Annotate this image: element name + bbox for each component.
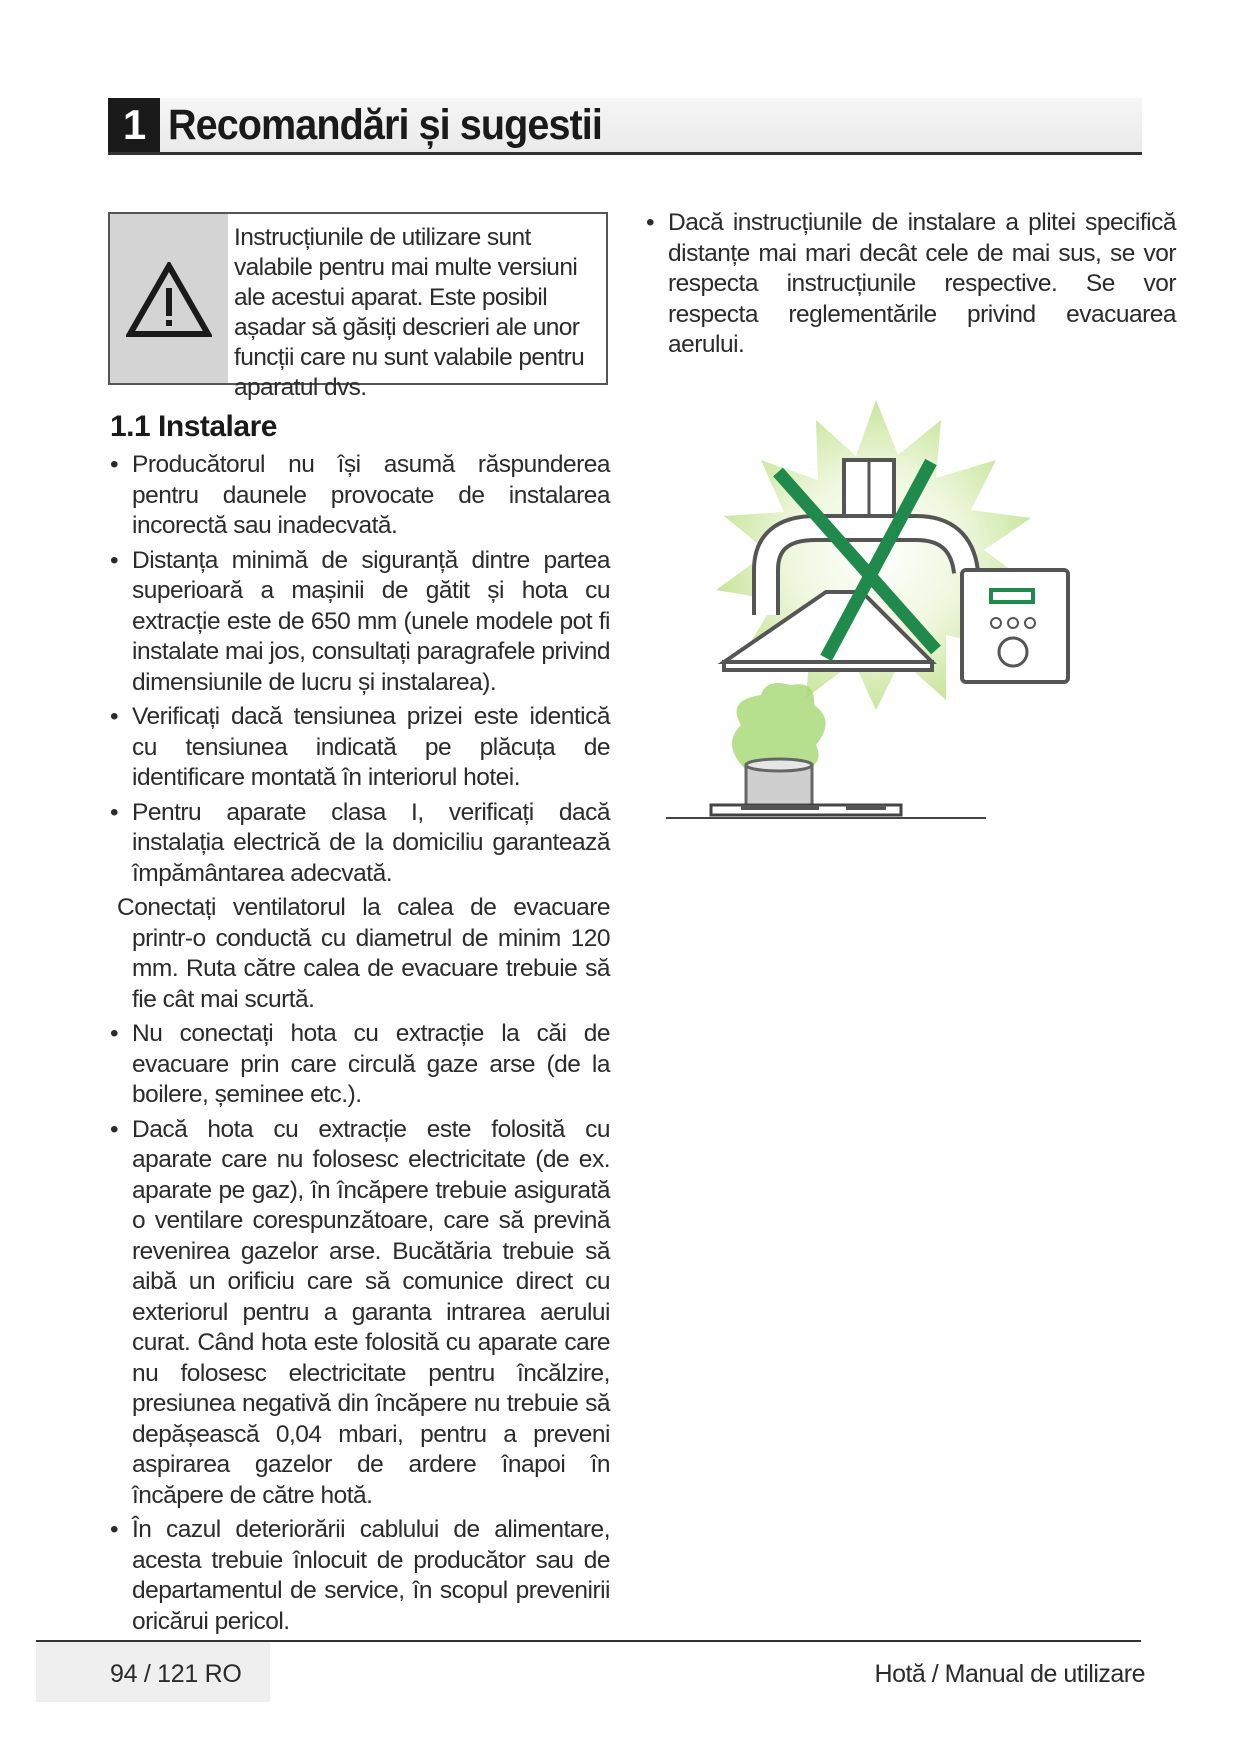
section-title: 1.1 Instalare bbox=[110, 410, 277, 443]
left-column bbox=[110, 450, 610, 1641]
list-paragraph: Conectați ventilatorul la calea de evacuare printr-o conductă cu diametrul de minim 120 mm. Ruta către calea de evacuare trebuie să fie cât mai scurtă. bbox=[117, 894, 610, 1013]
warning-note bbox=[108, 212, 608, 401]
chapter-header bbox=[108, 98, 1142, 155]
list-item: • Dacă instrucțiunile de instalare a plitei specifică distanțe mai mari decât cele de mai sus, se vor respecta instrucțiunile respective. Se vor respecta reglementările privind evacuarea aerului. bbox=[646, 209, 1176, 358]
chapter-number: 1 bbox=[108, 98, 160, 152]
warning-triangle-icon bbox=[126, 262, 212, 338]
list-item: • În cazul deteriorării cablului de alimentare, acesta trebuie înlocuit de producător sau de departamentul de service, în scopul prevenirii oricărui pericol. bbox=[110, 1516, 610, 1635]
list-item: • Dacă hota cu extracție este folosită cu aparate care nu folosesc electricitate (de ex. aparate pe gaz), în încăpere trebuie asigurată o ventilare corespunzătoare, care să prevină revenirea gazelor arse. Bucătăria trebuie să aibă un orificiu care să comunice direct cu exteriorul pentru a garanta intrarea aerului curat. Când hota este folosită cu aparate care nu folosesc electricitate pentru încălzire, presiunea negativă din încăpere nu trebuie să depășească 0,04 mbari, pentru a preveni aspirarea gazelor de ardere înapoi în încăpere de către hotă. bbox=[110, 1115, 610, 1509]
list-item: • Nu conectați hota cu extracție la căi de evacuare prin care circulă gaze arse (de la boilere, șeminee etc.). bbox=[110, 1020, 610, 1108]
warning-text: Instrucțiunile de utilizare sunt valabile pentru mai multe versiuni ale acestui aparat. Este posibil așadar să găsiți descrieri ale unor funcții care nu sunt valabile pentru aparatul dvs. bbox=[234, 224, 585, 401]
chapter-title: Recomandări și sugestii bbox=[168, 101, 602, 149]
list-item: • Pentru aparate clasa I, verificați dacă instalația electrică de la domiciliu garantează împământarea adecvată. bbox=[110, 798, 610, 887]
page-number: 94 / 121 RO bbox=[110, 1660, 242, 1688]
warning-icon-cell bbox=[110, 214, 228, 383]
list-item: • Distanța minimă de siguranță dintre partea superioară a mașinii de gătit și hota cu extracție este de 650 mm (unele modele pot fi instalate mai jos, consultați paragrafele privind dimensiunile de lucru și instalarea). bbox=[110, 546, 611, 696]
steam-cloud bbox=[732, 683, 825, 770]
footer-title: Hotă / Manual de utilizare bbox=[874, 1660, 1145, 1688]
hood-illustration bbox=[666, 400, 1086, 850]
list-item: • Producătorul nu își asumă răspunderea pentru daunele provocate de instalarea incorectă sau inadecvată. bbox=[110, 451, 610, 539]
list-item: • Verificați dacă tensiunea prizei este identică cu tensiunea indicată pe plăcuța de identificare montată în interiorul hotei. bbox=[110, 703, 610, 791]
right-column bbox=[646, 208, 1176, 365]
